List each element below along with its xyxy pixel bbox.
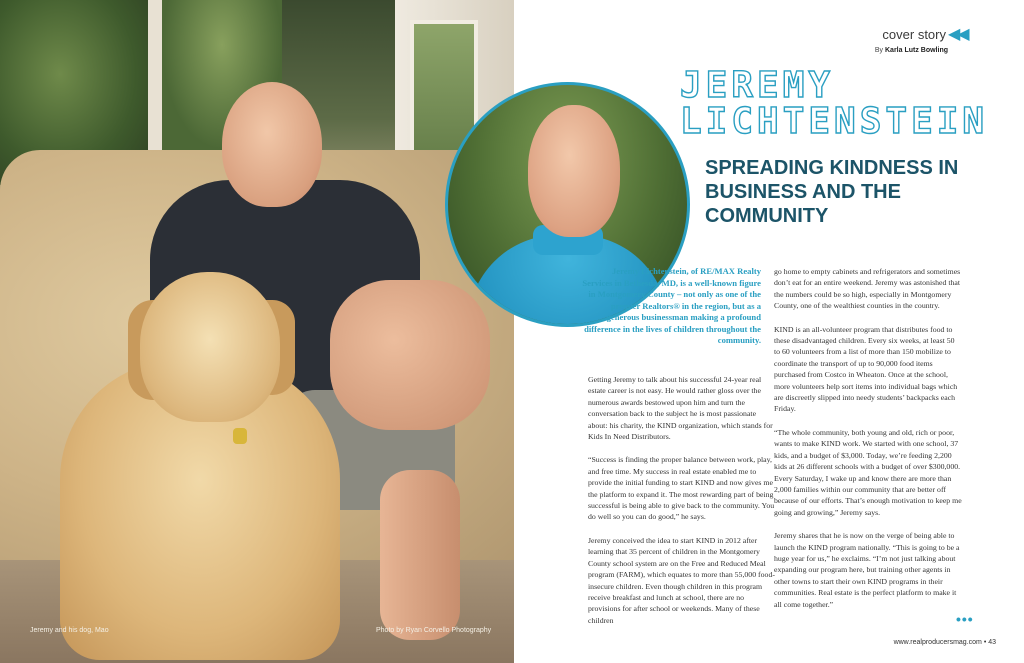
double-chevron-left-icon: ◀◀: [948, 24, 967, 43]
man-head: [222, 82, 322, 207]
subheadline: SPREADING KINDNESS IN BUSINESS AND THE COMMUNITY: [705, 157, 959, 227]
byline: [875, 47, 948, 54]
paragraph: Getting Jeremy to talk about his successful 24-year real estate career is not easy. He would rather gloss over the numerous awards bestowed upon him and turn the conversation back to the subject he is most passionate about: his charity, the KIND organization, which stands for Kids In Need Distributors.: [588, 375, 773, 442]
dog-tag-icon: [233, 428, 247, 444]
paragraph: “Success is finding the proper balance between work, play, and free time. My success in real estate enabled me to provide the initial funding to start KIND and now gives me the platform to expand it. The most rewarding part of being successful is being able to give back to the community. You do well so you can do good,” he says.: [588, 455, 775, 522]
continued-dots-icon: •••: [956, 611, 974, 627]
paragraph: Jeremy shares that he is now on the verge of being able to launch the KIND program nationally. “This is going to be a huge year for us,” he exclaims. “I’m not just talking about expanding our program here, but training other agents in other towns to start their own KIND programs in their communities. Real estate is the perfect platform to make it all come together.”: [774, 531, 960, 609]
paragraph: go home to empty cabinets and refrigerators and sometimes don’t eat for an entire weekend. Jeremy was astonished that the numbers could be so high, especially in Montgomery County, one of the wealthiest counties in the country.: [774, 267, 961, 311]
paragraph: Jeremy conceived the idea to start KIND in 2012 after learning that 35 percent of children in the Montgomery County school system are on the Free and Reduced Meal program (FARM), which equates to more than 55,000 food-insecure children. Even though children in this program receive breakfast and lunch at school, there are no provisions for after school or weekends. Many of these children: [588, 535, 775, 625]
page-footer: www.realproducersmag.com • 43: [893, 639, 996, 646]
body-column-left: [588, 374, 776, 638]
headline-last-name: LICHTENSTEIN: [680, 101, 989, 142]
intro-paragraph: Jeremy Lichtenstein, of RE/MAX Realty Services in Bethesda, MD, is a well-known figure in Montgomery County – not only as one of the premier Realtors® in the region, but as a generous businessman making a profound difference in the lives of children throughout the community.: [582, 266, 761, 345]
byline-author: Karla Lutz Bowling: [885, 47, 948, 54]
headline-first-name: JEREMY: [680, 65, 835, 106]
section-label: cover story: [882, 27, 946, 42]
photo-caption: Jeremy and his dog, Mao: [30, 627, 109, 634]
body-column-right: [774, 266, 962, 622]
byline-prefix: By: [874, 47, 884, 54]
headline-name: [680, 65, 989, 142]
photo-credit: Photo by Ryan Corvello Photography: [376, 627, 492, 634]
man-leg: [380, 470, 460, 640]
paragraph: KIND is an all-volunteer program that distributes food to these disadvantaged children. Every six weeks, at least 50 to 60 volunteers from a list of more than 150 mobilize to coordinate the transport of up to 90,000 food items purchased from Costco in Wheaton. Once at the school, more volunteers help sort items into individual bags which are discreetly slipped into needy students’ backpacks each Friday.: [774, 324, 958, 414]
paragraph: “The whole community, both young and old, rich or poor, wants to make KIND work. We started with one school, 37 kids, and a budget of $3,000. Today, we’re feeding 2,200 kids at 26 different schools with a budget of over $300,000. Every Saturday, I wake up and know there are more than 2,000 families within our community that are better off because of our efforts. That’s enough motivation to keep me going and growing,” Jeremy says.: [774, 427, 962, 517]
golden-retriever-head: [140, 272, 280, 422]
man-arm: [330, 280, 490, 430]
portrait-head: [528, 105, 620, 237]
